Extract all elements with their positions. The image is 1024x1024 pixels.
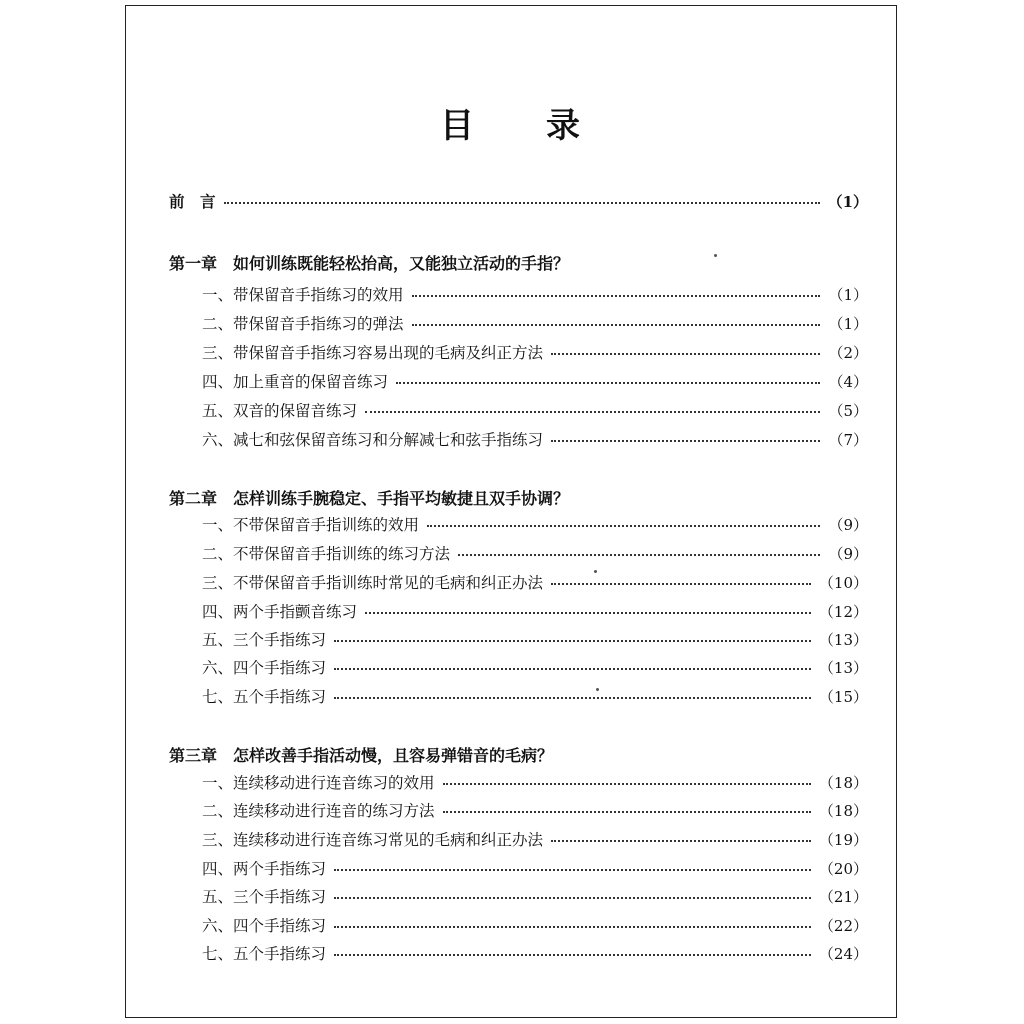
toc-page-number: （13） xyxy=(818,658,868,677)
leader-dots xyxy=(334,954,811,956)
scan-speck xyxy=(596,688,599,691)
toc-label: 五、三个手指练习 xyxy=(202,631,327,649)
leader-dots xyxy=(396,382,820,384)
title-char-1: 目 xyxy=(440,106,476,146)
toc-entry xyxy=(202,540,868,566)
leader-dots xyxy=(551,583,811,585)
toc-label: 二、不带保留音手指训练的练习方法 xyxy=(202,545,451,563)
toc-label: 二、连续移动进行连音的练习方法 xyxy=(202,802,435,820)
toc-label: 四、加上重音的保留音练习 xyxy=(202,373,389,391)
toc-page-number: （1） xyxy=(827,192,868,211)
toc-page-number: （1） xyxy=(828,285,868,304)
chapter-title: 怎样改善手指活动慢，且容易弹错音的毛病？ xyxy=(233,745,554,765)
toc-page-number: （20） xyxy=(818,859,868,878)
toc-page-number: （12） xyxy=(818,602,868,621)
toc-entry xyxy=(202,310,868,336)
leader-dots xyxy=(365,612,811,614)
toc-entry xyxy=(202,883,868,909)
title-char-2: 录 xyxy=(546,106,582,146)
leader-dots xyxy=(551,353,820,355)
toc-page-number: （10） xyxy=(818,573,868,592)
page-title xyxy=(126,98,896,147)
leader-dots xyxy=(427,525,820,527)
leader-dots xyxy=(551,440,820,442)
toc-entry xyxy=(202,598,868,624)
toc-page-number: （9） xyxy=(828,515,868,534)
toc-page-number: （5） xyxy=(828,401,868,420)
toc-label: 一、不带保留音手指训练的效用 xyxy=(202,516,420,534)
leader-dots xyxy=(458,554,820,556)
toc-entry xyxy=(202,797,868,823)
toc-entry xyxy=(202,940,868,966)
toc-entry xyxy=(202,855,868,881)
toc-page-number: （13） xyxy=(818,630,868,649)
chapter-title: 如何训练既能轻松抬高，又能独立活动的手指？ xyxy=(233,253,570,273)
toc-label: 四、两个手指颤音练习 xyxy=(202,603,358,621)
leader-dots xyxy=(334,926,811,928)
leader-dots xyxy=(365,411,820,413)
chapter-number: 第二章 xyxy=(169,488,218,508)
toc-label: 前 言 xyxy=(169,192,216,211)
toc-entry xyxy=(202,569,868,595)
chapter-title: 怎样训练手腕稳定、手指平均敏捷且双手协调？ xyxy=(233,488,570,508)
chapter-heading xyxy=(169,484,569,510)
leader-dots xyxy=(334,668,811,670)
toc-label: 二、带保留音手指练习的弹法 xyxy=(202,315,404,333)
leader-dots xyxy=(443,811,811,813)
toc-entry xyxy=(202,397,868,423)
chapter-heading xyxy=(169,741,553,767)
toc-label: 三、带保留音手指练习容易出现的毛病及纠正方法 xyxy=(202,344,544,362)
toc-label: 五、双音的保留音练习 xyxy=(202,402,358,420)
toc-page-number: （24） xyxy=(818,944,868,963)
toc-entry xyxy=(202,626,868,652)
toc-label: 六、减七和弦保留音练习和分解减七和弦手指练习 xyxy=(202,431,544,449)
toc-label: 三、连续移动进行连音练习常见的毛病和纠正办法 xyxy=(202,831,544,849)
toc-entry xyxy=(202,281,868,307)
leader-dots xyxy=(334,697,811,699)
toc-entry xyxy=(202,511,868,537)
toc-entry xyxy=(202,426,868,452)
toc-label: 一、带保留音手指练习的效用 xyxy=(202,286,404,304)
toc-entry xyxy=(202,339,868,365)
scan-speck xyxy=(594,570,597,573)
leader-dots xyxy=(334,640,811,642)
toc-entry xyxy=(202,769,868,795)
toc-page-number: （22） xyxy=(818,916,868,935)
toc-label: 五、三个手指练习 xyxy=(202,888,327,906)
toc-page-number: （1） xyxy=(828,314,868,333)
chapter-number: 第三章 xyxy=(169,745,218,765)
leader-dots xyxy=(412,324,821,326)
toc-label: 七、五个手指练习 xyxy=(202,945,327,963)
toc-page-number: （4） xyxy=(828,372,868,391)
leader-dots xyxy=(224,202,820,204)
toc-label: 三、不带保留音手指训练时常见的毛病和纠正办法 xyxy=(202,574,544,592)
toc-entry xyxy=(202,654,868,680)
leader-dots xyxy=(334,897,811,899)
toc-label: 一、连续移动进行连音练习的效用 xyxy=(202,774,435,792)
toc-page-number: （21） xyxy=(818,887,868,906)
toc-entry xyxy=(202,912,868,938)
toc-page-number: （18） xyxy=(818,773,868,792)
chapter-heading xyxy=(169,249,569,275)
toc-label: 六、四个手指练习 xyxy=(202,659,327,677)
toc-label: 四、两个手指练习 xyxy=(202,860,327,878)
toc-page-number: （9） xyxy=(828,544,868,563)
toc-entry-preface xyxy=(169,188,868,214)
leader-dots xyxy=(443,783,811,785)
toc-entry xyxy=(202,683,868,709)
chapter-number: 第一章 xyxy=(169,253,218,273)
toc-label: 七、五个手指练习 xyxy=(202,688,327,706)
toc-page-number: （7） xyxy=(828,430,868,449)
scan-speck xyxy=(714,254,717,257)
toc-entry xyxy=(202,826,868,852)
leader-dots xyxy=(334,869,811,871)
toc-page-number: （2） xyxy=(828,343,868,362)
toc-page-number: （19） xyxy=(818,830,868,849)
document-page xyxy=(125,5,897,1018)
toc-label: 六、四个手指练习 xyxy=(202,917,327,935)
toc-page-number: （18） xyxy=(818,801,868,820)
leader-dots xyxy=(551,840,811,842)
toc-page-number: （15） xyxy=(818,687,868,706)
toc-entry xyxy=(202,368,868,394)
leader-dots xyxy=(412,295,821,297)
